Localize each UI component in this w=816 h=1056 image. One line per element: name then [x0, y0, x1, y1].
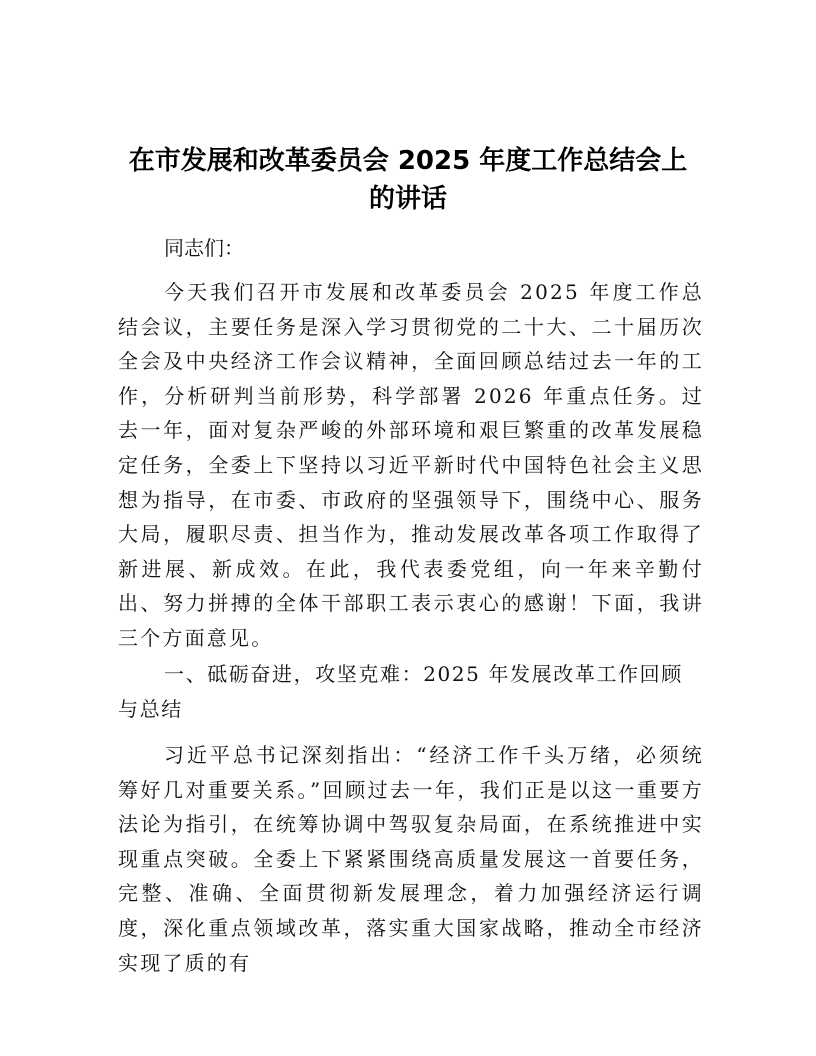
intro-paragraph: 今天我们召开市发展和改革委员会 2025 年度工作总结会议，主要任务是深入学习贯彻党的二十大、二十届历次全会及中央经济工作会议精神，全面回顾总结过去一年的工作，分析研判当前形势，科学部署 2026 年重点任务。过去一年，面对复杂严峻的外部环境和艰巨繁重的改革发展稳定任务，全委上下坚持以习近平新时代中国特色社会主义思想为指导，在市委、市政府的坚强领导下，围绕中心、服务大局，履职尽责、担当作为，推动发展改革各项工作取得了新进展、新成效。在此，我代表委党组，向一年来辛勤付出、努力拼搏的全体干部职工表示衷心的感谢！下面，我讲三个方面意见。	[118, 280, 704, 650]
section-paragraph: 习近平总书记深刻指出：“经济工作千头万绪，必须统筹好几对重要关系。”回顾过去一年，我们正是以这一重要方法论为指引，在统筹协调中驾驭复杂局面，在系统推进中实现重点突破。全委上下紧紧围绕高质量发展这一首要任务，完整、准确、全面贯彻新发展理念，着力加强经济运行调度，深化重点领域改革，落实重大国家战略，推动全市经济实现了质的有	[118, 743, 704, 975]
section-heading: 一、砥砺奋进，攻坚克难：2025 年发展改革工作回顾与总结	[118, 662, 683, 721]
greeting: 同志们：	[164, 236, 244, 260]
document-title: 在市发展和改革委员会 2025 年度工作总结会上的讲话	[128, 146, 688, 214]
